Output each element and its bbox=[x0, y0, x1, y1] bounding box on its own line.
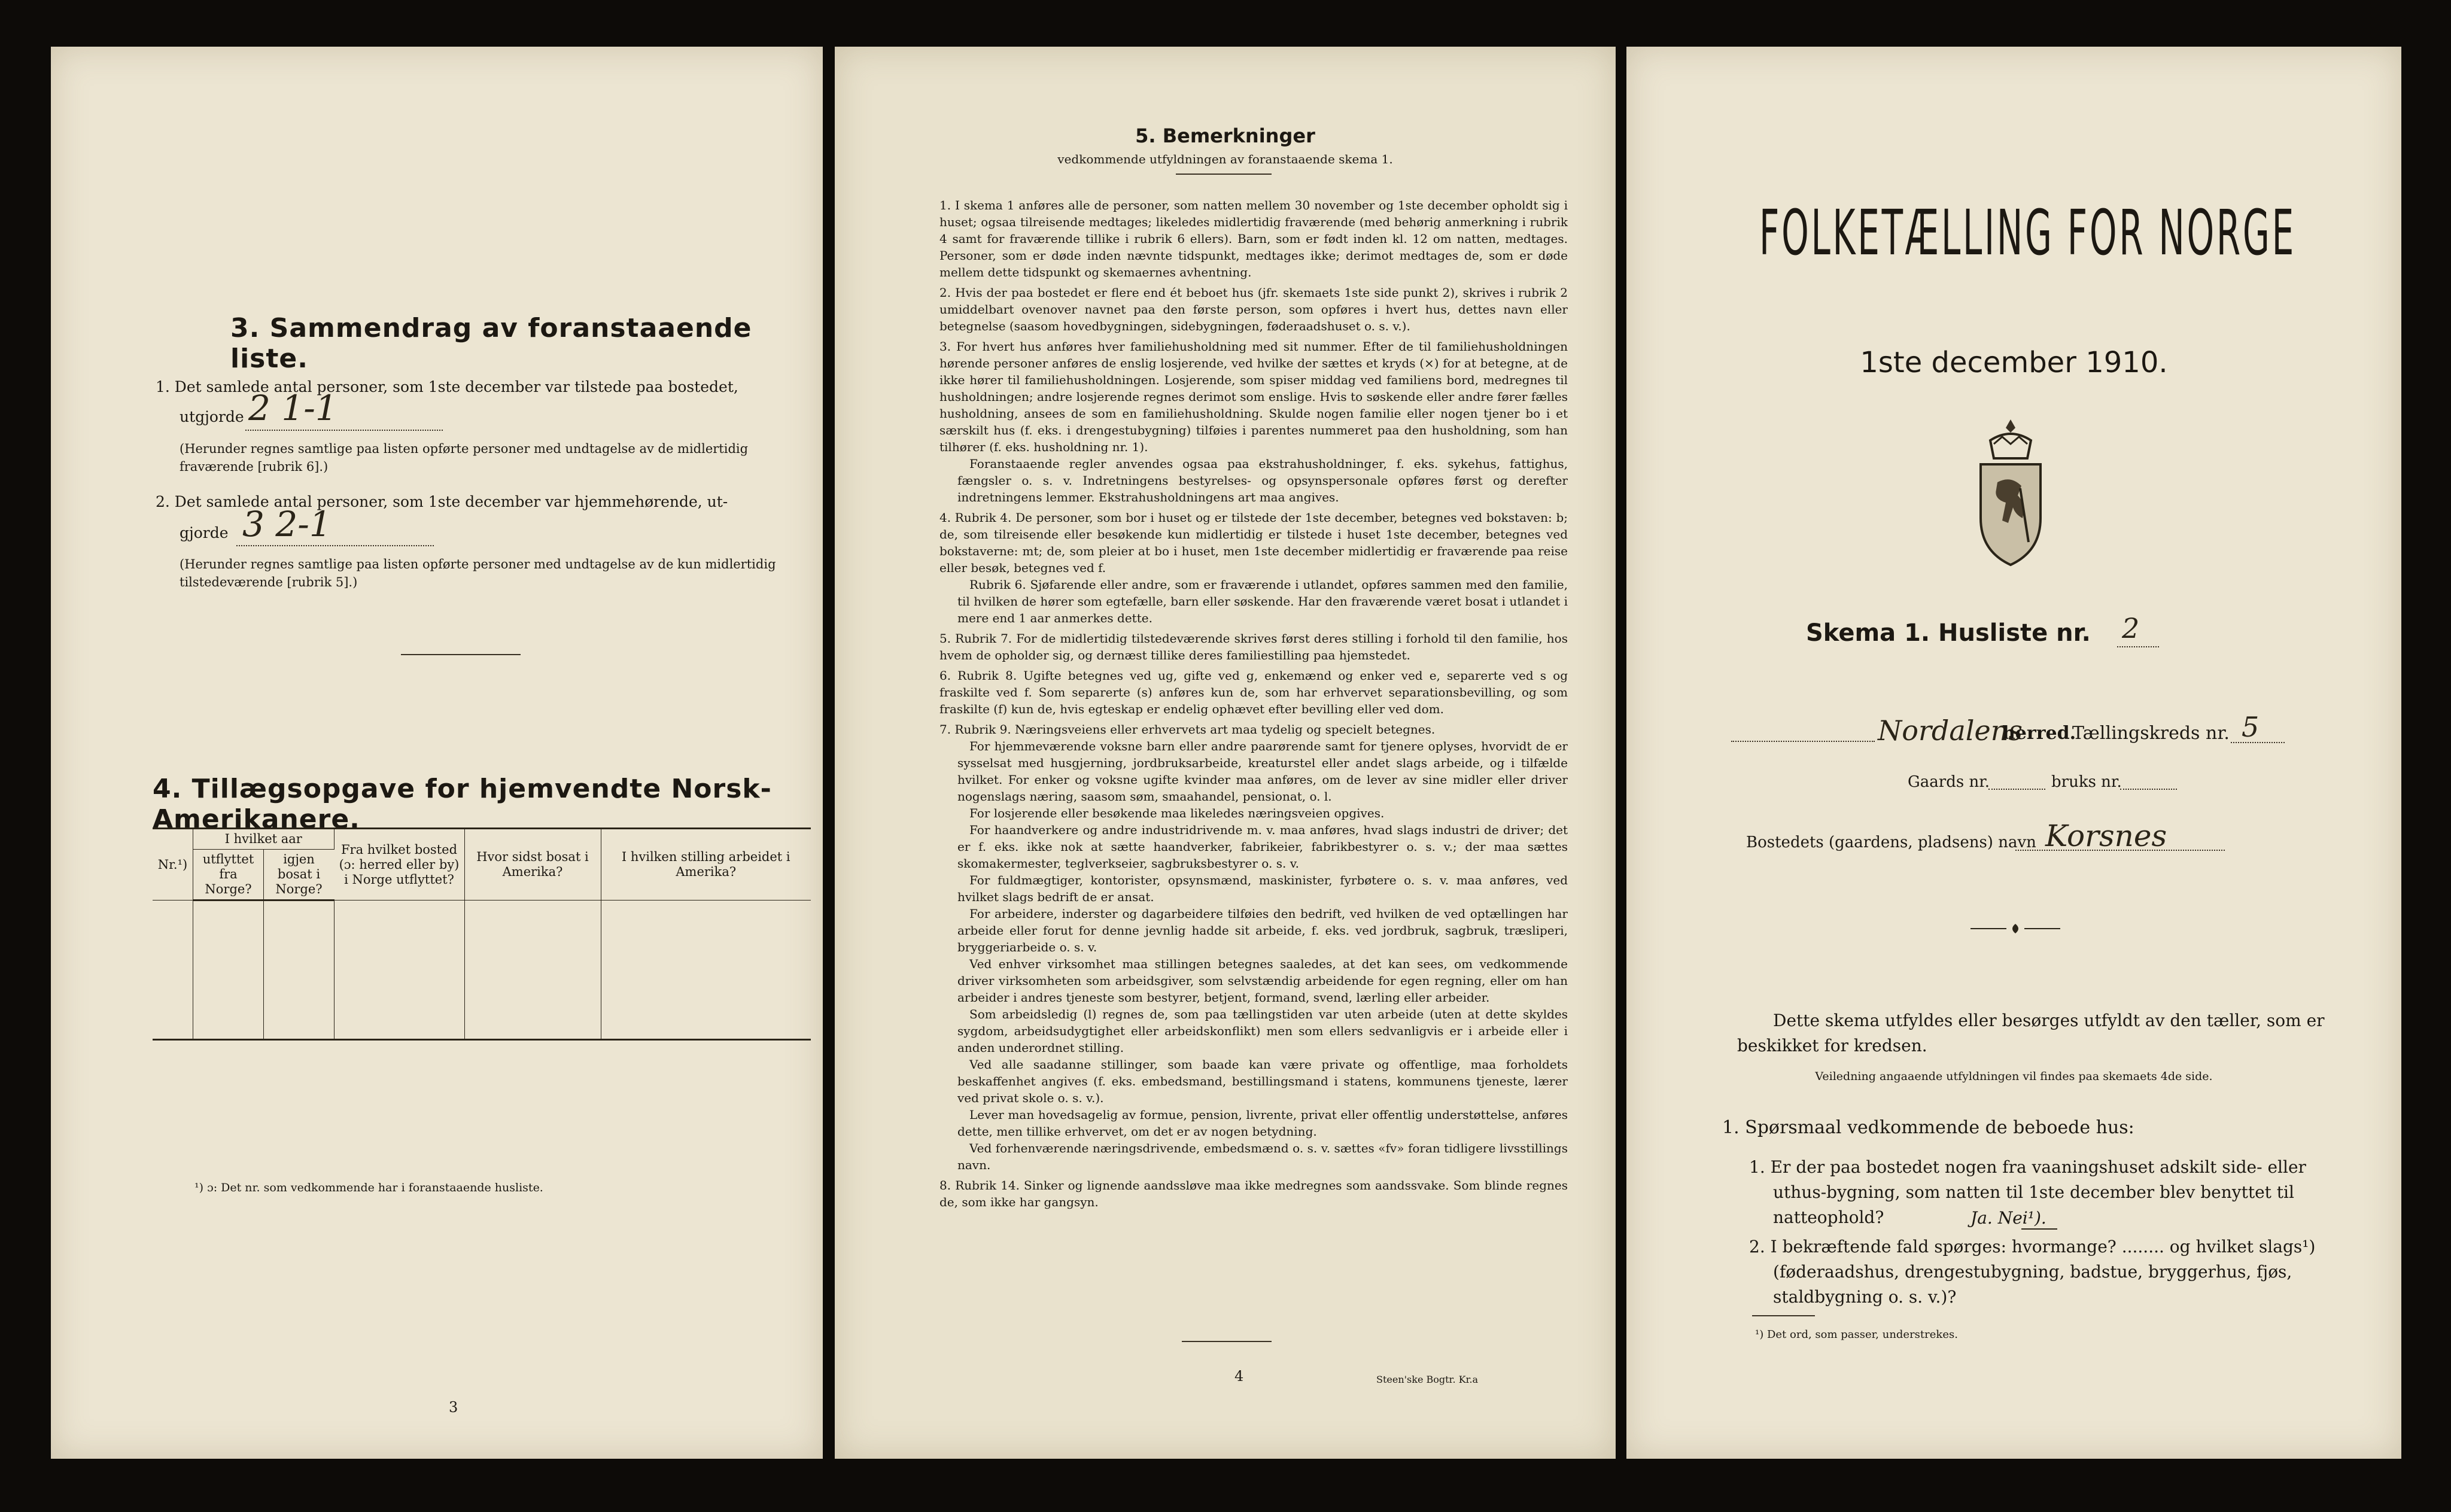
col-group-aar: I hvilket aar bbox=[193, 829, 334, 850]
coat-of-arms-icon bbox=[1973, 416, 2048, 569]
remark-item: Lever man hovedsagelig av formue, pension, livrente, privat eller offentlig understøttelse, anføres dette, men tillike erhvervet, om det er av nogen betydning. bbox=[957, 1108, 1568, 1139]
divider bbox=[401, 654, 521, 655]
divider bbox=[1182, 1341, 1272, 1342]
col-stilling: I hvilken stilling arbeidet i Amerika? bbox=[601, 829, 811, 900]
divider bbox=[1176, 174, 1272, 175]
remark-item: 4. Rubrik 4. De personer, som bor i huset og er tilstede der 1ste december, betegnes ved bokstaven: b; de, som tilreisende eller besøkende kun midlertidig er tilstede i huset 1ste december, betegnes ved bokstaverne: mt; de, som pleier at bo i huset, men 1ste december midlertidig er fraværende paa reise eller besøk, betegnes ved f. bbox=[939, 510, 1568, 575]
page-number: 4 bbox=[1234, 1368, 1244, 1385]
table-row bbox=[153, 929, 811, 956]
remark-item: 2. Hvis der paa bostedet er flere end ét beboet hus (jfr. skemaets 1ste side punkt 2), skrives i rubrik 2 umiddelbart ovenover navnet paa den første person, som opføres i hvert hus, dettes navn eller betegnelse (saasom hovedbygningen, sidebygningen, føderaadshuset o. s. v.). bbox=[939, 285, 1568, 333]
remark-item: For hjemmeværende voksne barn eller andre paarørende samt for tjenere oplyses, hvorvidt de er sysselsat med husgjerning, jordbruksarbeide, kreaturstel eller andet slags arbeide, og i tilfælde hvilket. For enker og voksne ugifte kvinder maa anføres, om de lever av sine midler eller driver nogenslags næring, saasom søm, smaahandel, pensionat, o. l. bbox=[957, 739, 1568, 804]
remarks-list bbox=[939, 193, 1568, 1210]
gaards-label: Gaards nr. bbox=[1908, 773, 1990, 791]
remarks-subtitle: vedkommende utfyldningen av foranstaaende skema 1. bbox=[1057, 152, 1393, 166]
footnote: ¹) Det ord, som passer, understrekes. bbox=[1755, 1328, 1958, 1341]
remark-item: Ved alle saadanne stillinger, som baade kan være private og offentlige, maa forholdets beskaffenhet angives (f. eks. embedsmand, bestillingsmand i statens, kommunens tjeneste, lærer ved privat skole o. s. v.). bbox=[957, 1057, 1568, 1105]
item1-text: 1. Det samlede antal personer, som 1ste december var tilstede paa bostedet, bbox=[156, 378, 738, 396]
col-amerika: Hvor sidst bosat i Amerika? bbox=[464, 829, 601, 900]
item2-note: (Herunder regnes samtlige paa listen opførte personer med undtagelse av de kun midlertidig tilstedeværende [rubrik 5].) bbox=[180, 557, 776, 589]
bosted-handwritten: Korsnes bbox=[2045, 819, 2167, 853]
herred-label: herred. bbox=[2002, 723, 2076, 744]
table-row bbox=[153, 984, 811, 1011]
footnote: ¹) ɔ: Det nr. som vedkommende har i foranstaaende husliste. bbox=[194, 1181, 543, 1194]
bruks-label: bruks nr. bbox=[2051, 773, 2122, 791]
item1-dotline bbox=[245, 430, 443, 431]
questions-heading: 1. Spørsmaal vedkommende de beboede hus: bbox=[1722, 1117, 2134, 1138]
item2-text: 2. Det samlede antal personer, som 1ste december var hjemmehørende, ut- bbox=[156, 493, 728, 510]
intro-small: Veiledning angaaende utfyldningen vil findes paa skemaets 4de side. bbox=[1815, 1070, 2213, 1083]
section4-title: 4. Tillægsopgave for hjemvendte Norsk-Amerikanere. bbox=[153, 774, 772, 835]
footnote-divider bbox=[1752, 1315, 1815, 1316]
herred-handwritten: Nordalens bbox=[1878, 714, 2023, 747]
main-title: FOLKETÆLLING FOR NORGE bbox=[1759, 196, 2296, 269]
remark-item: Ved enhver virksomhet maa stillingen betegnes saaledes, at det kan sees, om vedkommende driver virksomheten som arbeidsgiver, som selvstændig arbeidende for egen regning, eller om han arbeider i andres tjeneste som bestyrer, betjent, formand, svend, lærling eller arbeider. bbox=[957, 957, 1568, 1005]
schema-label: Skema 1. Husliste nr. bbox=[1806, 619, 2091, 647]
page-left bbox=[51, 47, 823, 1459]
printer-mark: Steen'ske Bogtr. Kr.a bbox=[1376, 1374, 1479, 1385]
remark-item: 3. For hvert hus anføres hver familiehusholdning med sit nummer. Efter de til familiehusholdningen hørende personer anføres de enslig losjerende, ved hvilke der sættes et kryds (×) for at betegne, at de ikke hører til familiehusholdningen. Losjerende, som spiser middag ved familiens bord, medregnes til husholdningen; andre losjerende regnes derimot som enslige. Hvis to søskende eller andre fører fælles husholdning, ansees de som en familiehusholdning. Skulde nogen familie eller nogen tjener bo i et særskilt hus (f. eks. i drengestubygning) tilføies i parentes nummeret paa den husholdning, som han tilhører (f. eks. husholdning nr. 1). bbox=[939, 339, 1568, 454]
remark-item: 8. Rubrik 14. Sinker og lignende aandssløve maa ikke medregnes som aandssvake. Som blinde regnes de, som ikke har gangsyn. bbox=[939, 1178, 1568, 1209]
bosted-label: Bostedets (gaardens, pladsens) navn bbox=[1746, 833, 2036, 851]
page-right bbox=[1626, 47, 2401, 1459]
remark-item: For fuldmægtiger, kontorister, opsynsmænd, maskinister, fyrbøtere o. s. v. maa anføres, ved hvilket slags bedrift de er ansat. bbox=[957, 873, 1568, 904]
table-row bbox=[153, 1011, 811, 1040]
item2-prefix: gjorde bbox=[180, 524, 229, 541]
census-date: 1ste december 1910. bbox=[1860, 346, 2168, 379]
item1-note: (Herunder regnes samtlige paa listen opførte personer med undtagelse av de midlertidig fraværende [rubrik 6].) bbox=[180, 442, 749, 474]
ornament-divider-icon bbox=[1970, 921, 2060, 936]
col-utflyttet: utflyttet fra Norge? bbox=[193, 850, 264, 900]
herred-dotline-left bbox=[1731, 741, 1875, 742]
question-2: 2. I bekræftende fald spørges: hvormange? ........ og hvilket slags¹) (føderaadshus, drengestubygning, badstue, bryggerhus, fjøs, staldbygning o. s. v.)? bbox=[1749, 1237, 2316, 1307]
kreds-number: 5 bbox=[2242, 711, 2260, 743]
table-row bbox=[153, 900, 811, 929]
kreds-label: Tællingskreds nr. bbox=[2072, 723, 2230, 744]
norsk-amerikaner-table bbox=[153, 828, 811, 1041]
item1-handwritten: 2 1-1 bbox=[248, 388, 337, 428]
bruks-dotline bbox=[2120, 789, 2177, 790]
remark-item: Foranstaaende regler anvendes ogsaa paa ekstrahusholdninger, f. eks. sykehus, fattighus, fængsler o. s. v. Indretningens bestyrelses- og opsynspersonale opføres først og derefter indretningens lemmer. Ekstrahusholdningens art maa angives. bbox=[957, 457, 1568, 504]
question-1: 1. Er der paa bostedet nogen fra vaaningshuset adskilt side- eller uthus-bygning, som natten til 1ste december blev benyttet til natteophold? bbox=[1749, 1157, 2306, 1227]
remark-item: 5. Rubrik 7. For de midlertidig tilstedeværende skrives først deres stilling i forhold til den familie, hos hvem de opholder sig, og dernæst tillike deres familiestilling paa hjemstedet. bbox=[939, 631, 1568, 662]
page-number: 3 bbox=[449, 1399, 458, 1416]
husliste-number: 2 bbox=[2122, 612, 2140, 644]
remark-item: 7. Rubrik 9. Næringsveiens eller erhvervets art maa tydelig og specielt betegnes. bbox=[939, 722, 1436, 737]
table-row bbox=[153, 956, 811, 984]
remark-item: For arbeidere, inderster og dagarbeidere tilføies den bedrift, ved hvilken de ved optællingen har arbeide eller forut for denne jevnlig hadde sit arbeide, f. eks. ved jordbruk, sagbruk, træsliperi, bryggeriarbeide o. s. v. bbox=[957, 906, 1568, 954]
husliste-dotline bbox=[2117, 646, 2159, 647]
remark-item: 6. Rubrik 8. Ugifte betegnes ved ug, gifte ved g, enkemænd og enker ved e, separerte ved s og fraskilte ved f. Som separerte (s) anføres kun de, som har erhvervet separationsbevilling, og som fraskilte (f) kun de, hvis egteskap er endelig ophævet efter bevilling eller ved dom. bbox=[939, 668, 1568, 716]
remark-item: For losjerende eller besøkende maa likeledes næringsveien opgives. bbox=[969, 806, 1385, 820]
remark-item: Som arbeidsledig (l) regnes de, som paa tællingstiden var uten arbeide (uten at dette skyldes sygdom, arbeidsudygtighet eller arbeidskonflikt) men som ellers sedvanligvis er i arbeide eller i anden underordnet stilling. bbox=[957, 1007, 1568, 1055]
intro-text: Dette skema utfyldes eller besørges utfyldt av den tæller, som er beskikket for kredsen. bbox=[1737, 1011, 2325, 1055]
section3-title: 3. Sammendrag av foranstaaende liste. bbox=[230, 313, 752, 374]
item2-dotline bbox=[236, 545, 434, 546]
gaards-dotline bbox=[1988, 789, 2045, 790]
kreds-dotline bbox=[2231, 742, 2285, 743]
answer-underline bbox=[2021, 1228, 2057, 1230]
col-nr: Nr.¹) bbox=[153, 829, 193, 900]
item1-prefix: utgjorde bbox=[180, 408, 244, 425]
page-middle bbox=[835, 47, 1616, 1459]
question-1-answer: Ja. Nei¹). bbox=[1970, 1208, 2046, 1228]
col-igjen: igjen bosat i Norge? bbox=[264, 850, 334, 900]
col-bosted: Fra hvilket bosted (ɔ: herred eller by) i Norge utflyttet? bbox=[334, 829, 464, 900]
item2-handwritten: 3 2-1 bbox=[242, 504, 332, 544]
remark-item: For haandverkere og andre industridrivende m. v. maa anføres, hvad slags industri de driver; det er f. eks. ikke nok at sætte haandverker, fabrikeier, fabrikbestyrer o. s. v.; der maa sættes skomakermester, teglverkseier, sagbruksbestyrer o. s. v. bbox=[957, 823, 1568, 871]
remark-item: Rubrik 6. Sjøfarende eller andre, som er fraværende i utlandet, opføres sammen med den familie, til hvilken de hører som egtefælle, barn eller søskende. Har den fraværende været bosat i utlandet i mere end 1 aar anmerkes dette. bbox=[957, 577, 1568, 625]
remarks-title: 5. Bemerkninger bbox=[1135, 124, 1315, 147]
remark-item: 1. I skema 1 anføres alle de personer, som natten mellem 30 november og 1ste december opholdt sig i huset; ogsaa tilreisende medtages; likeledes midlertidig fraværende (med behørig anmerkning i rubrik 4 samt for fraværende tillike i rubrik 6 ellers). Barn, som er født inden kl. 12 om natten, medtages. Personer, som er døde inden nævnte tidspunkt, medtages ikke; derimot medtages de, som er døde mellem dette tidspunkt og skemaernes avhentning. bbox=[939, 198, 1568, 279]
remark-item: Ved forhenværende næringsdrivende, embedsmænd o. s. v. sættes «fv» foran tidligere livsstillings navn. bbox=[957, 1141, 1568, 1172]
